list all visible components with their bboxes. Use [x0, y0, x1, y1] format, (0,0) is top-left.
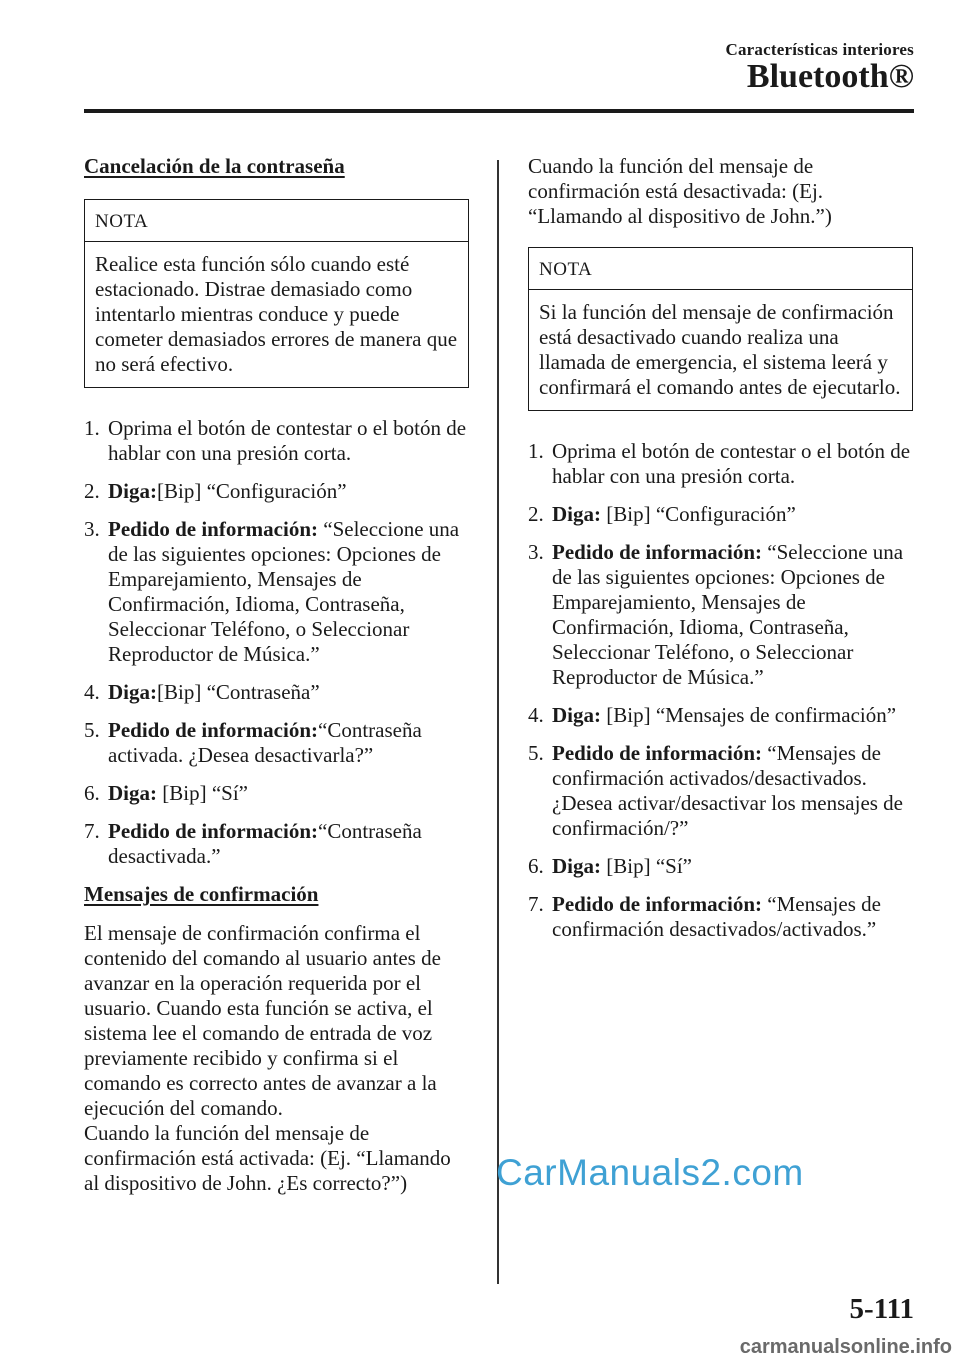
step-keyword: Diga: — [552, 502, 601, 526]
step-text: Oprima el botón de contestar o el botón de hablar con una presión corta. — [108, 416, 467, 465]
step-text: [Bip] “Mensajes de confirmación” — [601, 703, 897, 727]
step-keyword: Pedido de información: — [552, 892, 762, 916]
step-text: [Bip] “Configuración” — [601, 502, 796, 526]
header-section-label: Características interiores — [725, 40, 914, 59]
note-title: NOTA — [529, 248, 912, 290]
step-keyword: Pedido de información: — [552, 540, 762, 564]
watermark-logo: CarManuals2.com — [496, 1152, 804, 1193]
list-item — [84, 680, 469, 705]
step-number: 2. — [84, 479, 100, 503]
step-number: 6. — [84, 781, 100, 805]
right-column — [528, 154, 913, 955]
step-text: [Bip] “Sí” — [157, 781, 248, 805]
list-item — [84, 416, 469, 466]
steps-list-right — [528, 439, 913, 942]
step-number: 5. — [528, 741, 544, 765]
step-number: 3. — [528, 540, 544, 564]
step-keyword: Diga: — [552, 703, 601, 727]
step-number: 1. — [84, 416, 100, 440]
page-title: Bluetooth® — [746, 58, 914, 95]
paragraph-confirmation-off-example: Cuando la función del mensaje de confirmación está desactivada: (Ej. “Llamando al dispositivo de John.”) — [528, 154, 832, 228]
step-number: 4. — [84, 680, 100, 704]
list-item — [528, 703, 913, 728]
step-keyword: Pedido de información: — [108, 819, 318, 843]
page-number: 5-111 — [849, 1293, 914, 1325]
step-text: [Bip] “Configuración” — [157, 479, 347, 503]
step-number: 6. — [528, 854, 544, 878]
section-heading-password-cancel: Cancelación de la contraseña — [84, 154, 345, 178]
note-box-right — [528, 247, 913, 411]
step-number: 2. — [528, 502, 544, 526]
list-item — [528, 502, 913, 527]
step-keyword: Diga: — [108, 680, 157, 704]
step-text: Oprima el botón de contestar o el botón de hablar con una presión corta. — [552, 439, 911, 488]
step-keyword: Diga: — [108, 781, 157, 805]
step-keyword: Diga: — [552, 854, 601, 878]
step-number: 7. — [84, 819, 100, 843]
list-item — [84, 517, 469, 667]
step-text: [Bip] “Sí” — [601, 854, 692, 878]
section-heading-confirmation-messages: Mensajes de confirmación — [84, 882, 319, 906]
list-item — [528, 854, 913, 879]
step-number: 1. — [528, 439, 544, 463]
step-text: “Contraseña activada. ¿Desea desactivarla?” — [108, 718, 422, 767]
step-keyword: Pedido de información: — [108, 517, 318, 541]
footer-watermark: carmanualsonline.info — [739, 1336, 952, 1358]
step-number: 4. — [528, 703, 544, 727]
step-keyword: Pedido de información: — [552, 741, 762, 765]
list-item — [84, 479, 469, 504]
step-text: “Contraseña desactivada.” — [108, 819, 422, 868]
step-text: “Mensajes de confirmación activados/desactivados. ¿Desea activar/desactivar los mensajes de confirmación/?” — [552, 741, 904, 840]
note-body: Realice esta función sólo cuando esté estacionado. Distrae demasiado como intentarlo mientras conduce y puede cometer demasiados errores de manera que no será efectivo. — [95, 252, 458, 376]
note-title: NOTA — [85, 200, 468, 242]
note-box-left — [84, 199, 469, 388]
left-column — [84, 154, 469, 1196]
step-text: “Seleccione una de las siguientes opciones: Opciones de Emparejamiento, Mensajes de Confirmación, Idioma, Contraseña, Seleccionar Teléfono, o Seleccionar Reproductor de Música.” — [552, 540, 904, 689]
step-text: “Seleccione una de las siguientes opciones: Opciones de Emparejamiento, Mensajes de Confirmación, Idioma, Contraseña, Seleccionar Teléfono, o Seleccionar Reproductor de Música.” — [108, 517, 460, 666]
header-rule — [84, 109, 914, 113]
step-number: 3. — [84, 517, 100, 541]
step-keyword: Diga: — [108, 479, 157, 503]
list-item — [84, 819, 469, 869]
step-text: [Bip] “Contraseña” — [157, 680, 320, 704]
step-keyword: Pedido de información: — [108, 718, 318, 742]
steps-list-left — [84, 416, 469, 869]
list-item — [84, 781, 469, 806]
list-item — [528, 540, 913, 690]
list-item — [528, 892, 913, 942]
step-number: 5. — [84, 718, 100, 742]
list-item — [528, 439, 913, 489]
step-number: 7. — [528, 892, 544, 916]
note-body: Si la función del mensaje de confirmación está desactivado cuando realiza una llamada de emergencia, el sistema leerá y confirmará el comando antes de ejecutarlo. — [539, 300, 901, 399]
step-text: “Mensajes de confirmación desactivados/activados.” — [552, 892, 881, 941]
list-item — [528, 741, 913, 841]
paragraph-confirmation-description: El mensaje de confirmación confirma el contenido del comando al usuario antes de avanzar en la operación requerida por el usuario. Cuando esta función se activa, el sistema lee el comando de entrada de voz previamente recibido y confirma si el comando es correcto antes de avanzar a la ejecución del comando. — [84, 921, 441, 1120]
list-item — [84, 718, 469, 768]
paragraph-confirmation-on-example: Cuando la función del mensaje de confirmación está activada: (Ej. “Llamando al dispositivo de John. ¿Es correcto?”) — [84, 1121, 451, 1195]
column-divider — [497, 160, 499, 1284]
